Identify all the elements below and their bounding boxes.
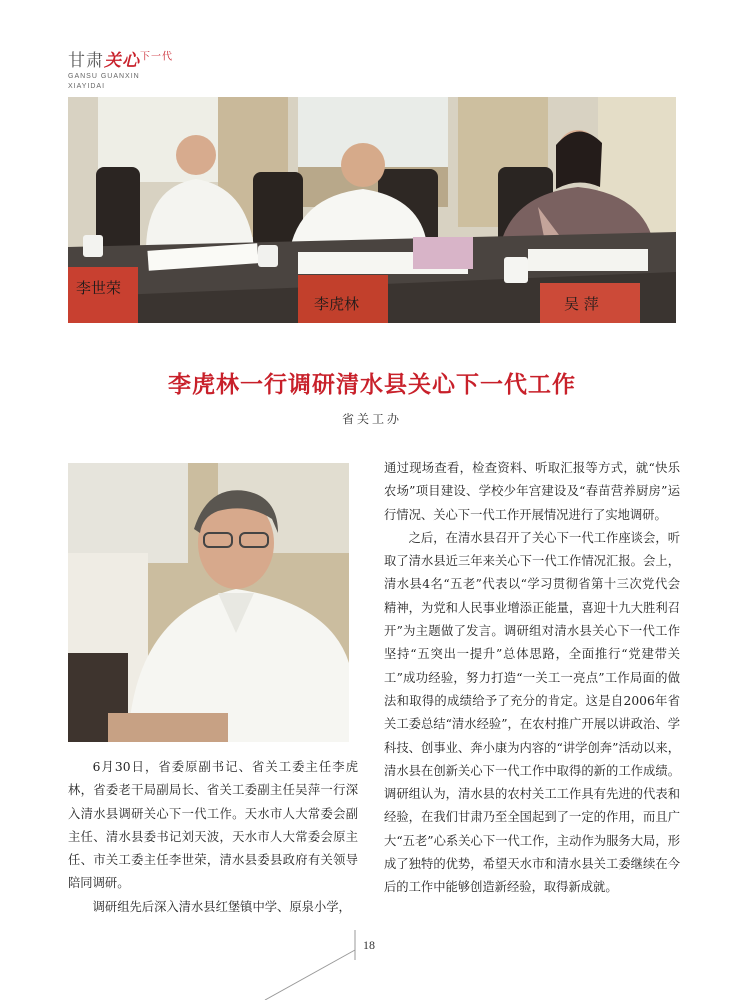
portrait-photo bbox=[68, 463, 349, 742]
article-title: 李虎林一行调研清水县关心下一代工作 bbox=[168, 371, 576, 398]
paragraph-right-1: 通过现场查看，检查资料、听取汇报等方式，就“快乐农场”项目建设、学校少年宫建设及“春苗营养厨房”运行情况、关心下一代工作开展情况进行了实地调研。 bbox=[384, 461, 680, 522]
paragraph-left-1: 6月30日，省委原副书记、省关工委主任李虎林，省委老干局副局长、省关工委副主任吴萍一行深入清水县调研关心下一代工作。天水市人大常委会副主任、清水县委书记刘天波，天水市人大常委会原主任、市关工委主任李世荣，清水县委县政府有关领导陪同调研。 bbox=[68, 760, 358, 891]
portrait-illustration bbox=[68, 463, 349, 742]
magazine-title bbox=[68, 46, 178, 71]
magazine-title-accent: 关心 bbox=[104, 51, 140, 71]
nameplate-3: 吴 萍 bbox=[564, 295, 599, 313]
masthead bbox=[68, 46, 178, 96]
magazine-title-main: 甘肃 bbox=[68, 51, 104, 71]
text-column-right bbox=[384, 457, 680, 900]
article-author: 省关工办 bbox=[341, 412, 402, 426]
magazine-subtitle-en: GANSU GUANXIN bbox=[68, 73, 140, 80]
paragraph-left-2: 调研组先后深入清水县红堡镇中学、原泉小学， bbox=[92, 899, 351, 914]
magazine-title-small: 下一代 bbox=[140, 51, 173, 63]
page-number: 18 bbox=[363, 938, 375, 952]
meeting-photo bbox=[68, 97, 676, 323]
meeting-photo-illustration bbox=[68, 97, 676, 323]
paragraph-right-2: 之后，在清水县召开了关心下一代工作座谈会，听取了清水县近三年来关心下一代工作情况汇报。会上，清水县4名“五老”代表以“学习贯彻省第十三次党代会精神，为党和人民事业增添正能量，喜迎十九大胜利召开”为主题做了发言。调研组对清水县关心下一代工作坚持“五突出一提升”总体思路，全面推行“党建带关工”成功经验，努力打造“一关工一亮点”工作局面的做法和取得的成绩给予了充分的肯定。这是自2006年省关工委总结“清水经验”，在农村推广开展以讲政治、学科技、创事业、奔小康为内容的“讲学创奔”活动以来，清水县在创新关心下一代工作中取得的新的工作成绩。调研组认为，清水县的农村关工工作具有先进的代表和经验，在我们甘肃乃至全国起到了一定的作用，而且广大“五老”心系关心下一代工作，主动作为服务大局，形成了独特的优势，希望天水市和清水县关工委继续在今后的工作中能够创造新经验，取得新成就。 bbox=[384, 530, 680, 895]
nameplate-2: 李虎林 bbox=[314, 295, 360, 313]
nameplate-1: 李世荣 bbox=[76, 279, 122, 297]
text-column-left bbox=[68, 756, 358, 919]
magazine-subtitle-en-2: XIAYIDAI bbox=[68, 83, 106, 90]
